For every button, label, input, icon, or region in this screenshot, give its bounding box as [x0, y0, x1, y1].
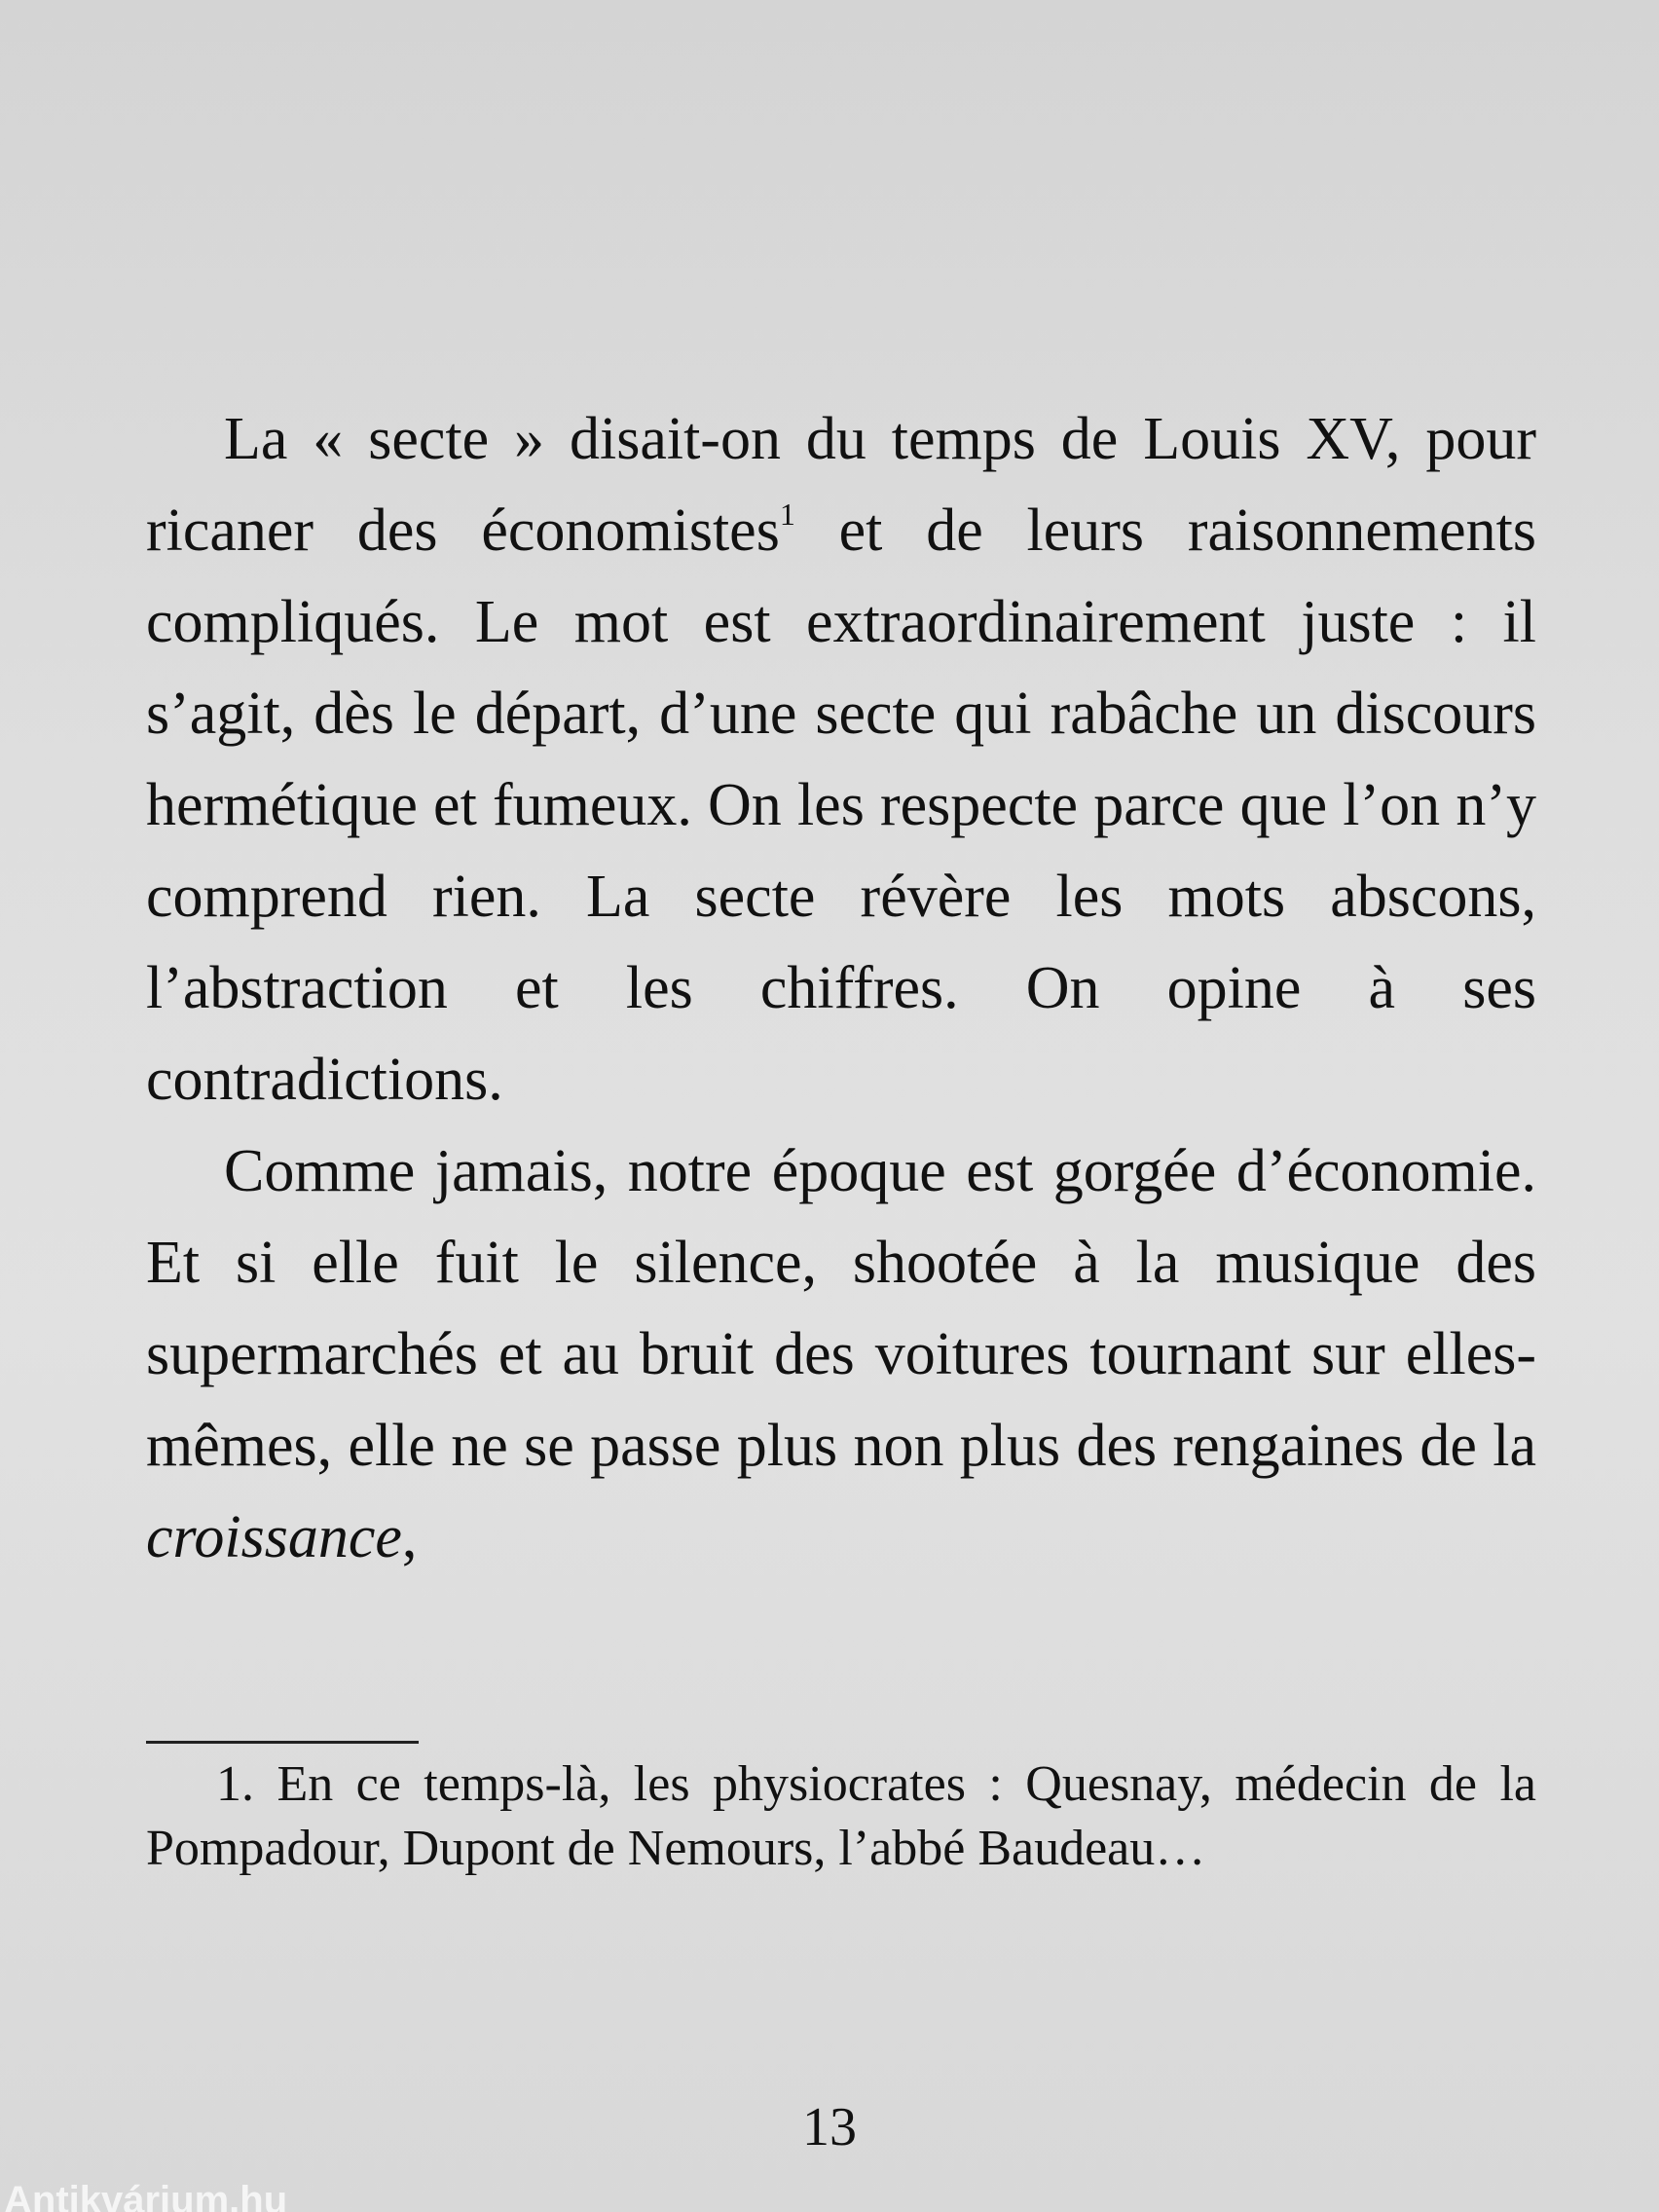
show-through-text: [146, 0, 1548, 389]
footnote: 1. En ce temps-là, les physiocrates : Quesnay, médecin de la Pompadour, Dupont de Nemours, l’abbé Baudeau…: [146, 1756, 1536, 1876]
paragraph-2-text-after: ,: [401, 1504, 418, 1570]
paragraph-1-text-after: et de leurs raisonnements compliqués. Le mot est extraordinairement juste : il s’agit, dès le départ, d’une secte qui rabâche un discours hermétique et fumeux. On les respecte parce que l’on n’y comprend rien. La secte révère les mots abscons, l’abstraction et les chiffres. On opine à ses contradictions.: [146, 498, 1536, 1113]
paragraph-2: [146, 1125, 1536, 1583]
paragraph-1: [146, 393, 1536, 1125]
page-number: 13: [802, 2097, 857, 2157]
body-text: [146, 393, 1536, 1583]
footnote-rule: [146, 1741, 419, 1744]
footnote-marker: 1: [779, 497, 795, 532]
paragraph-2-italic: croissance: [146, 1504, 402, 1570]
paragraph-1-text: La « secte » disait-on du temps de Louis XV, pour ricaner des économistes: [146, 406, 1536, 564]
paragraph-2-text: Comme jamais, notre époque est gorgée d’économie. Et si elle fuit le silence, shootée à la musique des supermarchés et au bruit des voitures tournant sur elles-mêmes, elle ne se passe plus non plus des rengaines de la: [146, 1138, 1536, 1479]
watermark-logo: Antikvárium.hu: [4, 2179, 288, 2212]
